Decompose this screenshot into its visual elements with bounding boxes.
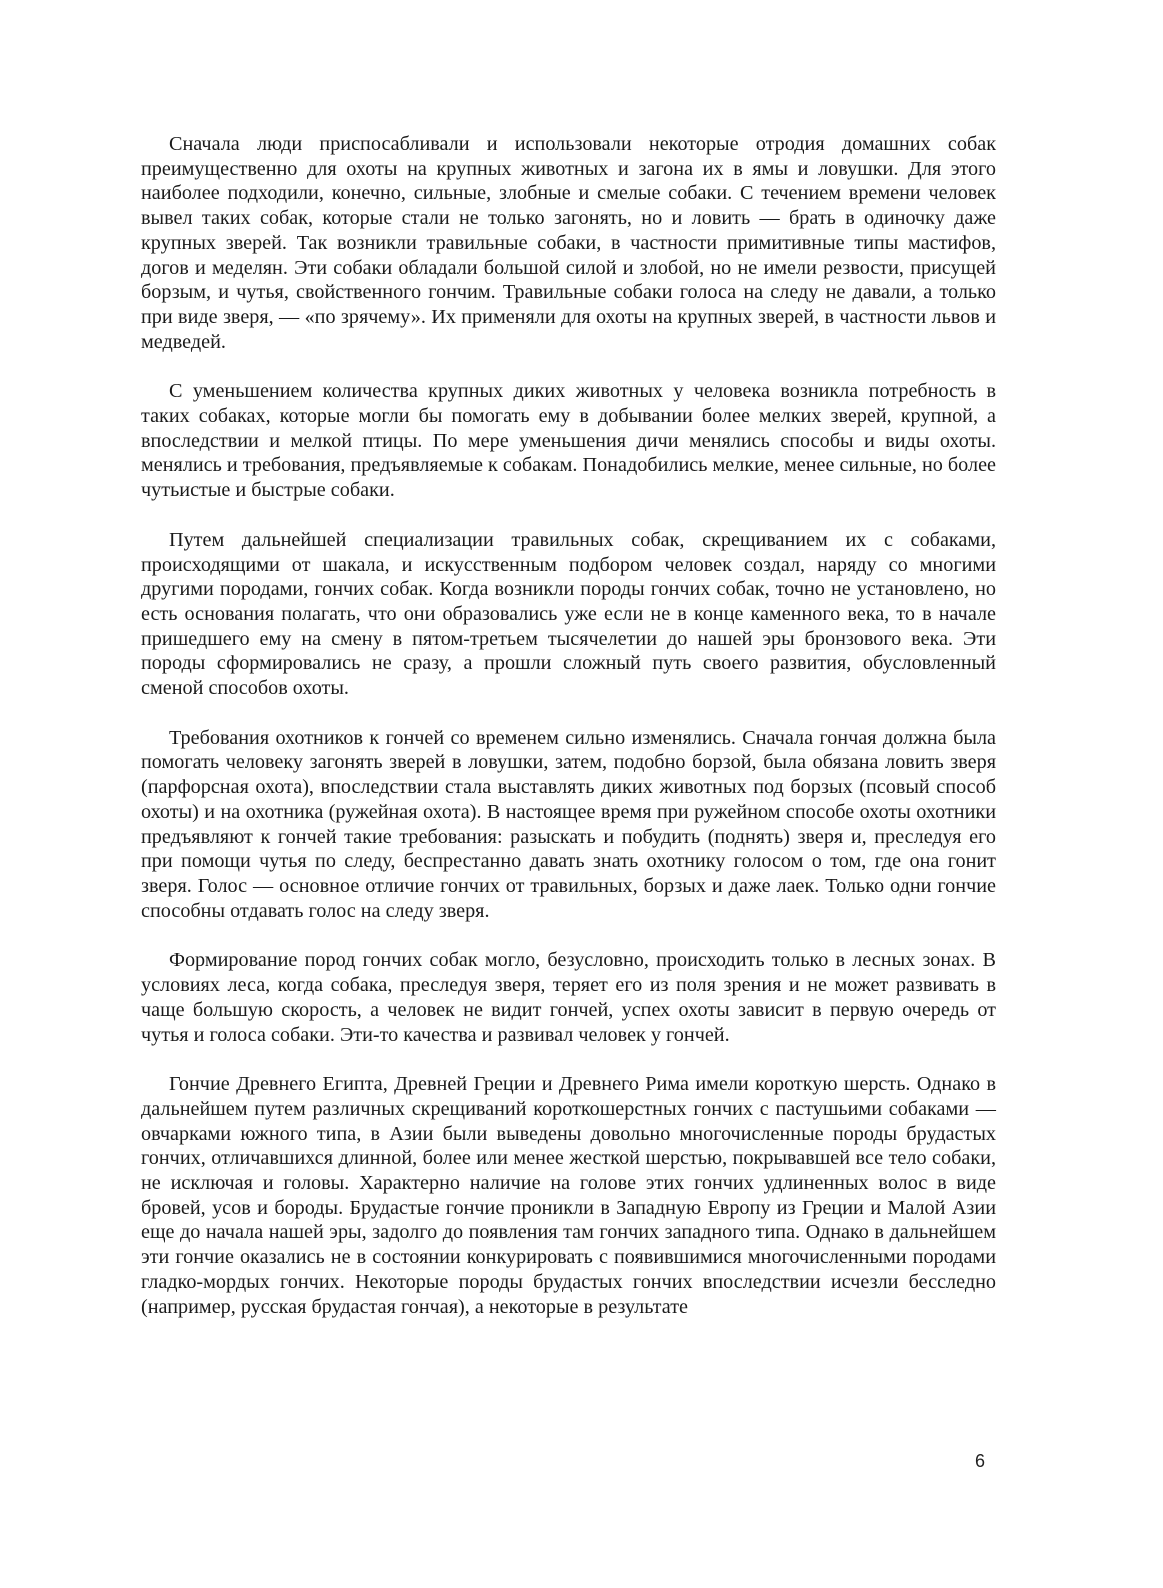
paragraph-4: Требования охотников к гончей со временем сильно изменялись. Сначала гончая должна была помогать человеку загонять зверей в ловушки, затем, подобно борзой, была обязана ловить зверя (парфорсная охота), впоследствии стала выставлять диких животных под борзых (псовый способ охоты) и на охотника (ружейная охота). В настоящее время при ружейном способе охоты охотники предъявляют к гончей такие требования: разыскать и побудить (поднять) зверя и, преследуя его при помощи чутья по следу, беспрестанно давать знать охотнику голосом о том, где она гонит зверя. Голос — основное отличие гончих от травильных, борзых и даже лаек. Только одни гончие способны отдавать голос на следу зверя. bbox=[141, 726, 996, 922]
paragraph-1: Сначала люди приспосабливали и использовали некоторые отродия домашних собак преимущественно для охоты на крупных животных и загона их в ямы и ловушки. Для этого наиболее подходили, конечно, сильные, злобные и смелые собаки. С течением времени человек вывел таких собак, которые стали не только загонять, но и ловить — брать в одиночку даже крупных зверей. Так возникли травильные собаки, в частности примитивные типы мастифов, догов и меделян. Эти собаки обладали большой силой и злобой, но не имели резвости, присущей борзым, и чутья, свойственного гончим. Травильные собаки голоса на следу не давали, а только при виде зверя, — «по зрячему». Их применяли для охоты на крупных зверей, в частности львов и медведей. bbox=[141, 133, 996, 353]
paragraph-2: С уменьшением количества крупных диких животных у человека возникла потребность в таких собаках, которые могли бы помогать ему в добывании более мелких зверей, крупной, а впоследствии и мелкой птицы. По мере уменьшения дичи менялись способы и виды охоты. менялись и требования, предъявляемые к собакам. Понадобились мелкие, менее сильные, но более чутьистые и быстрые собаки. bbox=[141, 380, 996, 502]
paragraph-5: Формирование пород гончих собак могло, безусловно, происходить только в лесных зонах. В условиях леса, когда собака, преследуя зверя, теряет его из поля зрения и не может развивать в чаще большую скорость, а человек не видит гончей, успех охоты зависит в первую очередь от чутья и голоса собаки. Эти-то качества и развивал человек у гончей. bbox=[141, 949, 996, 1046]
page-body bbox=[141, 132, 996, 1344]
paragraph-6: Гончие Древнего Египта, Древней Греции и Древнего Рима имели короткую шерсть. Однако в дальнейшем путем различных скрещиваний короткошерстных гончих с пастушьими собаками — овчарками южного типа, в Азии были выведены довольно многочисленные породы брудастых гончих, отличавшихся длинной, более или менее жесткой шерстью, покрывавшей все тело собаки, не исключая и головы. Характерно наличие на голове этих гончих удлиненных волос в виде бровей, усов и бороды. Брудастые гончие проникли в Западную Европу из Греции и Малой Азии еще до начала нашей эры, задолго до появления там гончих западного типа. Однако в дальнейшем эти гончие оказались не в состоянии конкурировать с появившимися многочисленными породами гладко-мордых гончих. Некоторые породы брудастых гончих впоследствии исчезли бесследно (например, русская брудастая гончая), а некоторые в результате bbox=[141, 1073, 996, 1318]
page-number: 6 bbox=[975, 1451, 986, 1471]
paragraph-3: Путем дальнейшей специализации травильных собак, скрещиванием их с собаками, происходящими от шакала, и искусственным подбором человек создал, наряду со многими другими породами, гончих собак. Когда возникли породы гончих собак, точно не установлено, но есть основания полагать, что они образовались уже если не в конце каменного века, то в начале пришедшего ему на смену в пятом-третьем тысячелетии до нашей эры бронзового века. Эти породы сформировались не сразу, а прошли сложный путь своего развития, обусловленный сменой способов охоты. bbox=[141, 528, 996, 700]
